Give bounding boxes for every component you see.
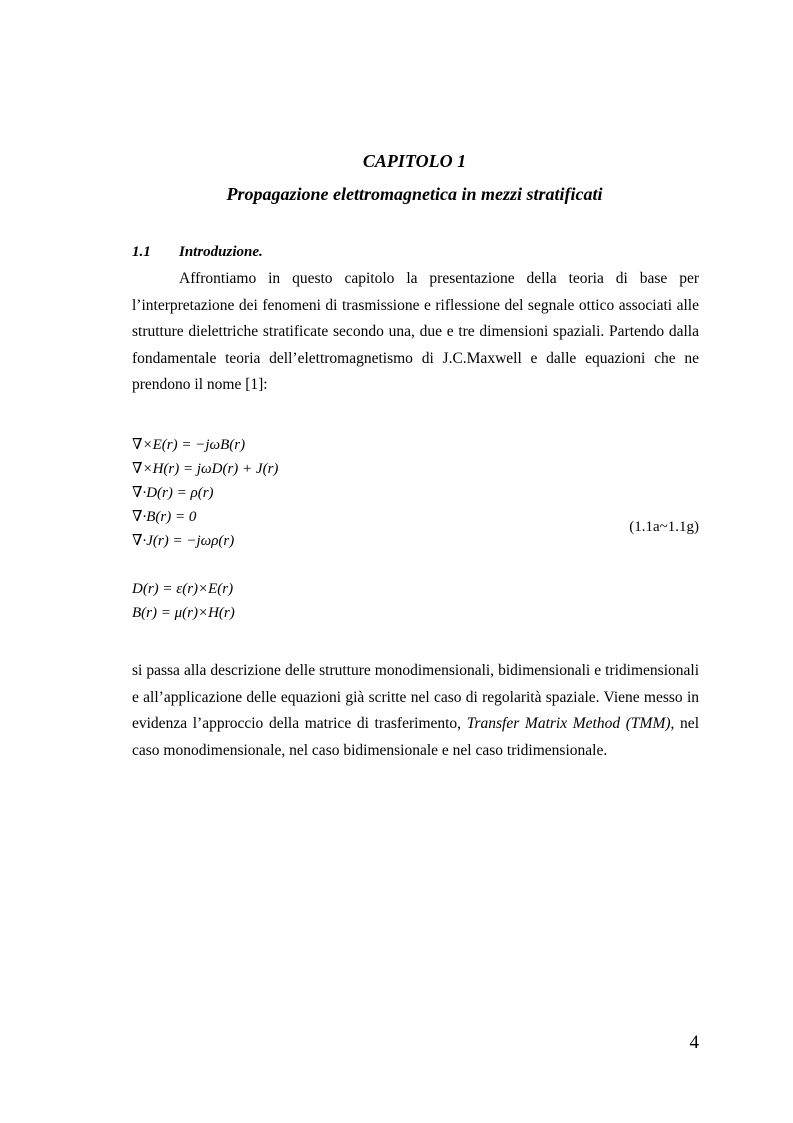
section-number: 1.1	[132, 244, 151, 260]
section-heading	[132, 244, 263, 261]
equation-div-b: ∇·B(r) = 0	[132, 509, 197, 525]
equation-div-d: ∇·D(r) = ρ(r)	[132, 485, 214, 501]
section-title: Introduzione.	[179, 244, 263, 260]
paragraph-italic-term: Transfer Matrix Method (TMM)	[466, 715, 671, 732]
equation-b-field: B(r) = μ(r)×H(r)	[132, 605, 235, 621]
chapter-number: CAPITOLO 1	[362, 151, 467, 171]
paragraph-text-after: , nel caso monodimensionale, nel caso bidimensionale e nel caso tridimensionale.	[132, 715, 699, 759]
intro-paragraph: Affrontiamo in questo capitolo la presentazione della teoria di base per l’interpretazione dei fenomeni di trasmissione e riflessione del segnale ottico associati alle strutture dielettriche stratificate secondo una, due e tre dimensioni spaziali. Partendo dalla fondamentale teoria dell’elettromagnetismo di J.C.Maxwell e dalle equazioni che ne prendono il nome [1]:	[132, 270, 699, 393]
constitutive-equations	[132, 577, 699, 625]
chapter-title: Propagazione elettromagnetica in mezzi stratificati	[226, 184, 603, 204]
equation-curl-h: ∇×H(r) = jωD(r) + J(r)	[132, 461, 279, 477]
paragraph-text-before: si passa alla descrizione delle strutture monodimensionali, bidimensionali e tridimensionali e all’applicazione delle equazioni già scritte nel caso di regolarità spaziale. Viene messo in evidenza l’approccio della matrice di trasferimento,	[132, 662, 699, 732]
followup-paragraph	[132, 658, 699, 764]
equation-d-field: D(r) = ε(r)×E(r)	[132, 581, 234, 597]
page-number: 4	[689, 1032, 699, 1053]
equation-div-j: ∇·J(r) = −jωρ(r)	[132, 533, 235, 549]
equation-label: (1.1a~1.1g)	[629, 519, 699, 535]
equation-curl-e: ∇×E(r) = −jωB(r)	[132, 437, 246, 453]
